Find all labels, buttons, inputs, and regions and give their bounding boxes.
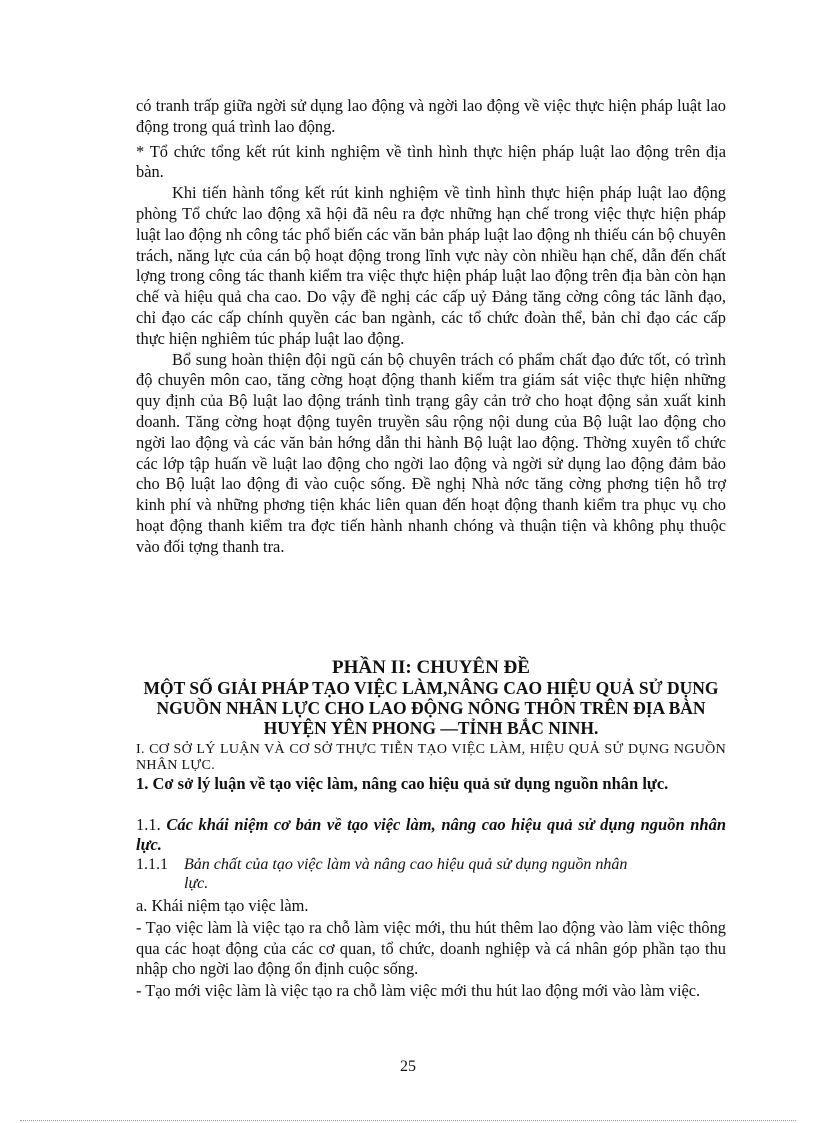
section-title-line-2: lực. bbox=[184, 875, 209, 892]
paragraph-1: có tranh trấp giữa ngời sử dụng lao động và ngời lao động về việc thực hiện pháp luật lao động trong quá trình lao động. bbox=[136, 96, 726, 136]
body-text-bottom bbox=[136, 896, 726, 1003]
item-a: a. Khái niệm tạo việc làm. bbox=[136, 896, 309, 915]
paragraph-3: Khi tiến hành tổng kết rút kinh nghiệm về tình hình thực hiện pháp luật lao động phòng Tổ chức lao động xã hội đã nêu ra đợc những hạn chế trong việc thực hiện pháp luật lao động nh công tác phổ biến các văn bản pháp luật lao động nh thiếu cán bộ chuyên trách, năng lực của cán bộ hoạt động trong lĩnh vực này còn nhiều hạn chế, dẫn đến chất lợng trong công tác thanh kiểm tra việc thực hiện pháp luật lao động trên địa bàn còn hạn chế và hiệu quả cha cao. Do vậy đề nghị các cấp uỷ Đảng tăng cờng công tác lãnh đạo, chỉ đạo các cấp chính quyền các ban ngành, các tổ chức đoàn thể, bản chỉ đạo các cấp thực hiện nghiêm túc pháp luật lao động. bbox=[136, 183, 726, 348]
page-bottom-divider bbox=[20, 1120, 796, 1121]
part-title: PHẦN II: CHUYÊN ĐỀ bbox=[332, 657, 530, 678]
section-heading-1: 1. Cơ sở lý luận về tạo việc làm, nâng cao hiệu quả sử dụng nguồn nhân lực. bbox=[136, 774, 669, 793]
section-heading-1-1-1 bbox=[136, 855, 726, 893]
paragraph-4: Bổ sung hoàn thiện đội ngũ cán bộ chuyên trách có phẩm chất đạo đức tốt, có trình độ chuyên môn cao, tăng cờng hoạt động thanh kiểm tra giám sát việc thực hiện những quy định của Bộ luật lao động tránh tình trạng gây cản trở cho hoạt động sản xuất kinh doanh. Tăng cờng hoạt động tuyên truyền sâu rộng nội dung của Bộ luật lao động cho ngời lao động và các văn bản hớng dẫn thi hành Bộ luật lao động. Thờng xuyên tổ chức các lớp tập huấn về luật lao động cho ngời lao động và ngời sử dụng lao động đảm bảo cho Bộ luật lao động đi vào cuộc sống. Đề nghị Nhà nớc tăng cờng phơng tiện hỗ trợ kinh phí và những phơng tiện khác liên quan đến hoạt động thanh kiểm tra phục vụ cho hoạt động thanh kiểm tra đợc tiến hành nhanh chóng và thuận tiện và không phụ thuộc vào đối tợng thanh tra. bbox=[136, 349, 726, 556]
bullet-1: - Tạo việc làm là việc tạo ra chỗ làm việc mới, thu hút thêm lao động vào làm việc thông qua các hoạt động của các cơ quan, tổ chức, doanh nghiệp và cá nhân góp phần tạo thu nhập cho ngời lao động ổn định cuộc sống. bbox=[136, 917, 726, 979]
page-number: 25 bbox=[400, 1058, 416, 1075]
part-heading bbox=[136, 657, 726, 738]
part-subtitle: MỘT SỐ GIẢI PHÁP TẠO VIỆC LÀM,NÂNG CAO HIỆU QUẢ SỬ DỤNG NGUỒN NHÂN LỰC CHO LAO ĐỘNG NÔNG THÔN TRÊN ĐỊA BÀN HUYỆN YÊN PHONG —TỈNH BẮC NINH. bbox=[143, 678, 719, 738]
section-title-line-1: Bản chất của tạo việc làm và nâng cao hiệu quả sử dụng nguồn nhân bbox=[184, 856, 628, 873]
body-text-top bbox=[136, 96, 726, 558]
section-title: Các khái niệm cơ bản về tạo việc làm, nâng cao hiệu quả sử dụng nguồn nhân lực. bbox=[136, 815, 727, 854]
section-number: 1.1. bbox=[136, 815, 161, 834]
section-heading-I: I. CƠ SỞ LÝ LUẬN VÀ CƠ SỞ THỰC TIỄN TẠO VIỆC LÀM, HIỆU QUẢ SỬ DỤNG NGUỒN NHÂN LỰC. bbox=[136, 742, 726, 773]
bullet-2: - Tạo mới việc làm là việc tạo ra chỗ làm việc mới thu hút lao động mới vào làm việc. bbox=[136, 981, 701, 1001]
section-heading-1-1 bbox=[136, 815, 726, 855]
paragraph-2: * Tổ chức tổng kết rút kinh nghiệm về tình hình thực hiện pháp luật lao động trên địa bàn. bbox=[136, 141, 726, 182]
section-number: 1.1.1 bbox=[136, 856, 168, 873]
